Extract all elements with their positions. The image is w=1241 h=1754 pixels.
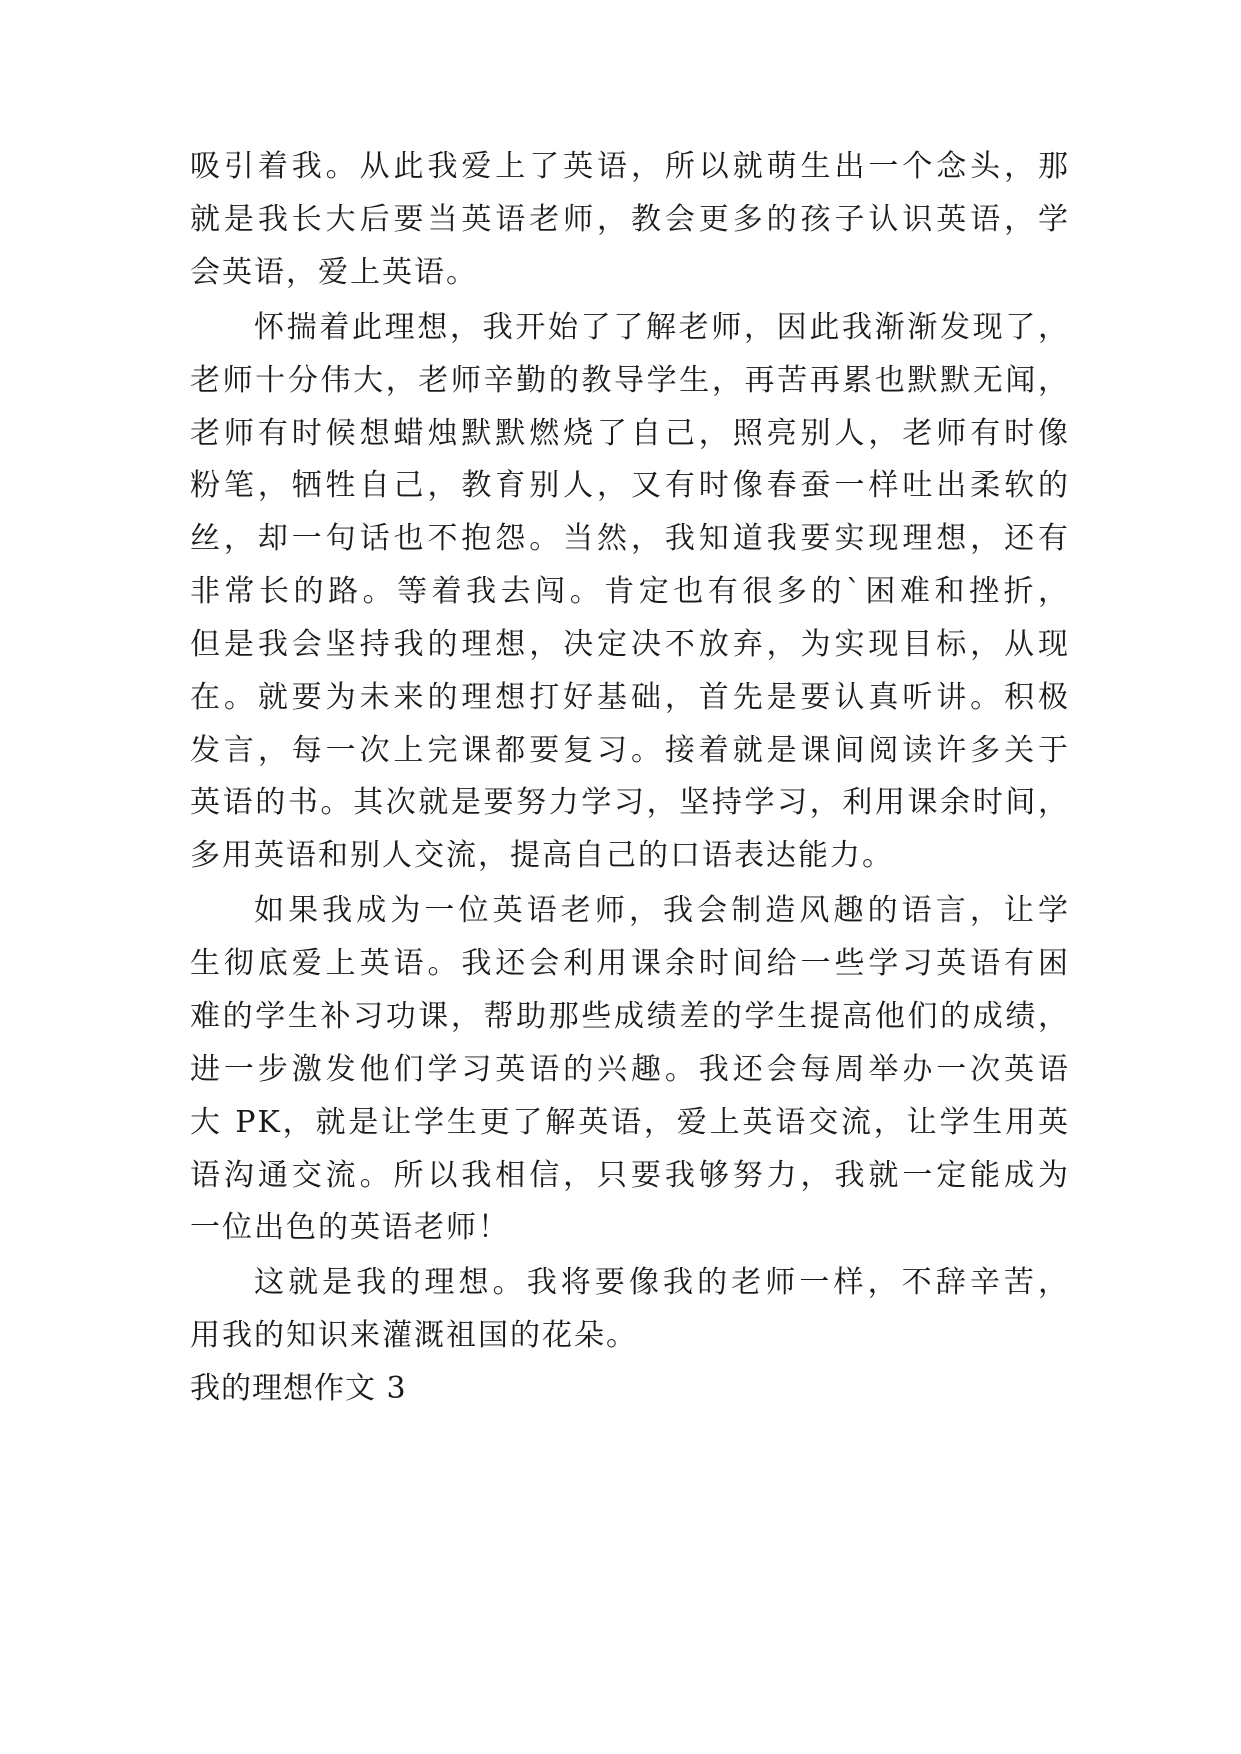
text-line: 老师十分伟大，老师辛勤的教导学生，再苦再累也默默无闻， bbox=[190, 363, 1070, 398]
text-line: 一位出色的英语老师！ bbox=[190, 1210, 510, 1245]
text-line: 但是我会坚持我的理想，决定决不放弃，为实现目标，从现 bbox=[190, 627, 1070, 662]
section-heading: 我的理想作文 3 bbox=[190, 1371, 407, 1406]
paragraph-first-line: 怀揣着此理想，我开始了了解老师，因此我渐渐发现了， bbox=[254, 310, 1070, 345]
text-line: 语沟通交流。所以我相信，只要我够努力，我就一定能成为 bbox=[190, 1158, 1070, 1193]
text-line: 会英语，爱上英语。 bbox=[190, 255, 478, 290]
text-line: 非常长的路。等着我去闯。肯定也有很多的`困难和挫折， bbox=[190, 574, 1070, 609]
text-line: 难的学生补习功课，帮助那些成绩差的学生提高他们的成绩， bbox=[190, 999, 1070, 1034]
text-line: 英语的书。其次就是要努力学习，坚持学习，利用课余时间， bbox=[190, 785, 1070, 820]
text-line: 老师有时候想蜡烛默默燃烧了自己，照亮别人，老师有时像 bbox=[190, 416, 1070, 451]
text-line: 用我的知识来灌溉祖国的花朵。 bbox=[190, 1318, 638, 1353]
text-line: 发言，每一次上完课都要复习。接着就是课间阅读许多关于 bbox=[190, 733, 1070, 768]
text-line: 吸引着我。从此我爱上了英语，所以就萌生出一个念头，那 bbox=[190, 149, 1070, 184]
text-line: 丝，却一句话也不抱怨。当然，我知道我要实现理想，还有 bbox=[190, 521, 1070, 556]
text-line: 粉笔，牺牲自己，教育别人，又有时像春蚕一样吐出柔软的 bbox=[190, 468, 1070, 503]
text-line: 大 PK，就是让学生更了解英语，爱上英语交流，让学生用英 bbox=[190, 1105, 1070, 1140]
paragraph-first-line: 这就是我的理想。我将要像我的老师一样，不辞辛苦， bbox=[254, 1265, 1070, 1300]
text-line: 生彻底爱上英语。我还会利用课余时间给一些学习英语有困 bbox=[190, 946, 1070, 981]
paragraph-first-line: 如果我成为一位英语老师，我会制造风趣的语言，让学 bbox=[254, 893, 1070, 928]
text-line: 进一步激发他们学习英语的兴趣。我还会每周举办一次英语 bbox=[190, 1052, 1070, 1087]
text-line: 多用英语和别人交流，提高自己的口语表达能力。 bbox=[190, 838, 894, 873]
text-line: 就是我长大后要当英语老师，教会更多的孩子认识英语，学 bbox=[190, 202, 1070, 237]
text-line: 在。就要为未来的理想打好基础，首先是要认真听讲。积极 bbox=[190, 680, 1070, 715]
